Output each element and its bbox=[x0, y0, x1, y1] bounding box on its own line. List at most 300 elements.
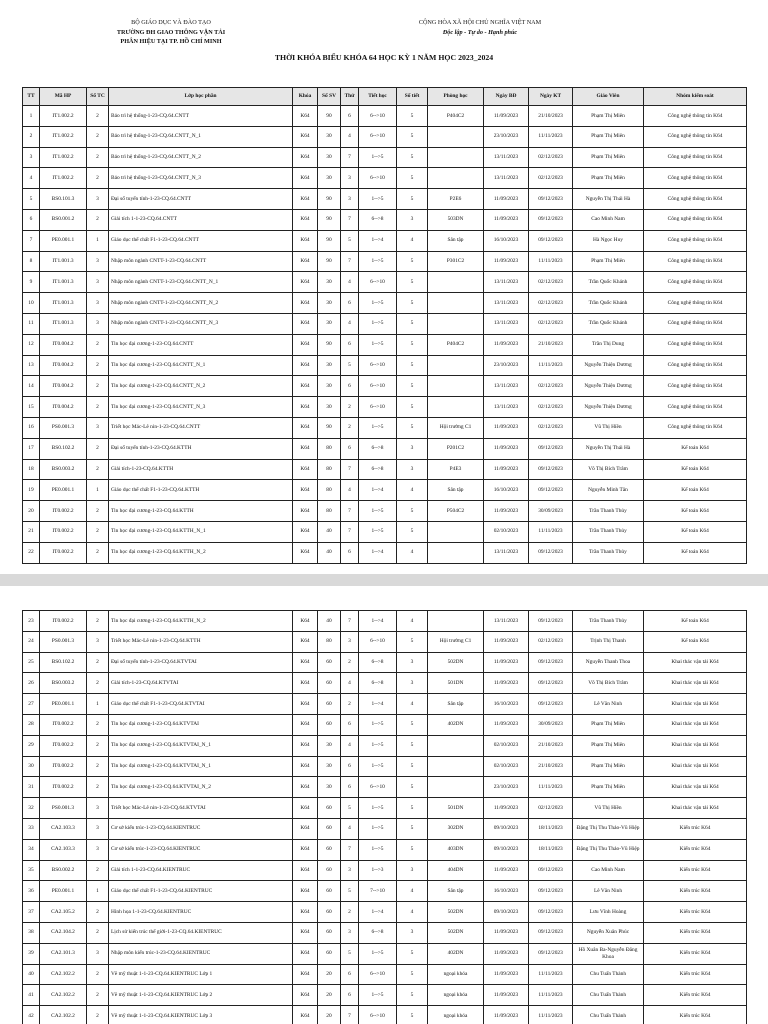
cell-class-section: Đại số tuyến tính-1-23-CQ.64.CNTT bbox=[109, 189, 293, 210]
cell-start-date: 11/09/2023 bbox=[484, 189, 529, 210]
cell-course-code: PE0.001.1 bbox=[40, 694, 87, 715]
cell-credits: 2 bbox=[87, 542, 109, 563]
cell-periods: 1-->5 bbox=[359, 293, 397, 314]
cell-end-date: 30/09/2023 bbox=[529, 501, 573, 522]
ministry-name: BỘ GIÁO DỤC VÀ ĐÀO TẠO bbox=[131, 19, 211, 26]
cell-period-count: 5 bbox=[397, 397, 428, 418]
table-row bbox=[23, 106, 747, 127]
cell-room: P2E6 bbox=[428, 189, 484, 210]
cell-cohort: K64 bbox=[293, 168, 318, 189]
cell-class-section: Tin học đại cương-1-23-CQ.64.KTTH_N_2 bbox=[109, 611, 293, 632]
cell-tt: 13 bbox=[23, 355, 40, 376]
cell-control-group: Công nghệ thông tin K64 bbox=[644, 334, 747, 355]
cell-student-count: 20 bbox=[318, 1006, 341, 1024]
cell-start-date: 11/09/2023 bbox=[484, 652, 529, 673]
cell-tt: 14 bbox=[23, 376, 40, 397]
cell-weekday: 2 bbox=[341, 397, 359, 418]
cell-weekday: 7 bbox=[341, 251, 359, 272]
cell-weekday: 6 bbox=[341, 777, 359, 798]
cell-course-code: IT1.002.2 bbox=[40, 147, 87, 168]
cell-weekday: 3 bbox=[341, 922, 359, 943]
cell-end-date: 11/11/2023 bbox=[529, 777, 573, 798]
campus-name: PHÂN HIỆU TẠI TP. HỒ CHÍ MINH bbox=[120, 38, 222, 45]
cell-weekday: 6 bbox=[341, 376, 359, 397]
cell-period-count: 5 bbox=[397, 293, 428, 314]
cell-control-group: Kiến trúc K64 bbox=[644, 943, 747, 964]
cell-course-code: BS0.102.2 bbox=[40, 438, 87, 459]
cell-cohort: K64 bbox=[293, 334, 318, 355]
cell-start-date: 11/09/2023 bbox=[484, 1006, 529, 1024]
cell-control-group: Công nghệ thông tin K64 bbox=[644, 397, 747, 418]
cell-start-date: 11/09/2023 bbox=[484, 106, 529, 127]
cell-start-date: 23/10/2023 bbox=[484, 355, 529, 376]
cell-end-date: 09/12/2023 bbox=[529, 542, 573, 563]
cell-course-code: IT1.002.2 bbox=[40, 126, 87, 147]
cell-tt: 32 bbox=[23, 798, 40, 819]
cell-student-count: 30 bbox=[318, 126, 341, 147]
cell-period-count: 5 bbox=[397, 1006, 428, 1024]
cell-student-count: 60 bbox=[318, 673, 341, 694]
cell-student-count: 90 bbox=[318, 334, 341, 355]
cell-room: ngoại khóa bbox=[428, 1006, 484, 1024]
cell-weekday: 7 bbox=[341, 1006, 359, 1024]
cell-period-count: 5 bbox=[397, 985, 428, 1006]
cell-end-date: 02/12/2023 bbox=[529, 417, 573, 438]
cell-tt: 18 bbox=[23, 459, 40, 480]
cell-periods: 1-->5 bbox=[359, 798, 397, 819]
cell-control-group: Công nghệ thông tin K64 bbox=[644, 230, 747, 251]
cell-periods: 1-->5 bbox=[359, 334, 397, 355]
cell-cohort: K64 bbox=[293, 777, 318, 798]
cell-cohort: K64 bbox=[293, 985, 318, 1006]
cell-end-date: 02/12/2023 bbox=[529, 397, 573, 418]
cell-period-count: 4 bbox=[397, 230, 428, 251]
cell-room: 501DN bbox=[428, 673, 484, 694]
cell-period-count: 4 bbox=[397, 694, 428, 715]
cell-period-count: 5 bbox=[397, 818, 428, 839]
cell-lecturer: Trần Quốc Khánh bbox=[573, 272, 644, 293]
cell-end-date: 09/12/2023 bbox=[529, 860, 573, 881]
cell-period-count: 5 bbox=[397, 714, 428, 735]
cell-tt: 15 bbox=[23, 397, 40, 418]
cell-course-code: CA2.101.3 bbox=[40, 943, 87, 964]
cell-credits: 2 bbox=[87, 168, 109, 189]
national-motto: CỘNG HÒA XÃ HỘI CHỦ NGHĨA VIỆT NAM bbox=[418, 19, 542, 26]
cell-room bbox=[428, 777, 484, 798]
cell-weekday: 6 bbox=[341, 542, 359, 563]
cell-credits: 2 bbox=[87, 459, 109, 480]
cell-course-code: IT0.002.2 bbox=[40, 501, 87, 522]
cell-credits: 1 bbox=[87, 881, 109, 902]
cell-tt: 40 bbox=[23, 964, 40, 985]
cell-student-count: 80 bbox=[318, 459, 341, 480]
cell-periods: 6-->10 bbox=[359, 777, 397, 798]
cell-tt: 8 bbox=[23, 251, 40, 272]
cell-lecturer: Nguyễn Thiện Dương bbox=[573, 355, 644, 376]
cell-course-code: BS0.001.2 bbox=[40, 209, 87, 230]
cell-periods: 6-->8 bbox=[359, 459, 397, 480]
cell-lecturer: Phạm Thị Miên bbox=[573, 777, 644, 798]
cell-lecturer: Hà Ngọc Huy bbox=[573, 230, 644, 251]
cell-start-date: 11/09/2023 bbox=[484, 417, 529, 438]
cell-periods: 6-->10 bbox=[359, 168, 397, 189]
cell-room bbox=[428, 611, 484, 632]
cell-course-code: IT1.001.3 bbox=[40, 293, 87, 314]
cell-class-section: Triết học Mác-Lê nin-1-23-CQ.64.KTTH bbox=[109, 631, 293, 652]
cell-class-section: Giáo dục thể chất F1-1-23-CQ.64.CNTT bbox=[109, 230, 293, 251]
cell-end-date: 09/12/2023 bbox=[529, 611, 573, 632]
cell-period-count: 5 bbox=[397, 189, 428, 210]
cell-course-code: CA2.102.2 bbox=[40, 1006, 87, 1024]
cell-control-group: Công nghệ thông tin K64 bbox=[644, 147, 747, 168]
cell-credits: 3 bbox=[87, 839, 109, 860]
cell-end-date: 02/12/2023 bbox=[529, 798, 573, 819]
cell-periods: 6-->10 bbox=[359, 126, 397, 147]
table-row bbox=[23, 881, 747, 902]
cell-course-code: IT0.004.2 bbox=[40, 376, 87, 397]
cell-class-section: Nhập môn ngành CNTT-1-23-CQ.64.CNTT_N_3 bbox=[109, 313, 293, 334]
cell-cohort: K64 bbox=[293, 376, 318, 397]
cell-cohort: K64 bbox=[293, 1006, 318, 1024]
table-row bbox=[23, 251, 747, 272]
cell-end-date: 02/12/2023 bbox=[529, 293, 573, 314]
timetable-body-1 bbox=[23, 106, 747, 564]
cell-room: 302DN bbox=[428, 818, 484, 839]
cell-cohort: K64 bbox=[293, 611, 318, 632]
cell-periods: 1-->5 bbox=[359, 756, 397, 777]
cell-class-section: Triết học Mác-Lê nin-1-23-CQ.64.CNTT bbox=[109, 417, 293, 438]
table-row bbox=[23, 272, 747, 293]
cell-class-section: Tin học đại cương-1-23-CQ.64.KTVTAI_N_2 bbox=[109, 777, 293, 798]
cell-end-date: 11/11/2023 bbox=[529, 1006, 573, 1024]
cell-period-count: 5 bbox=[397, 313, 428, 334]
cell-room: 402DN bbox=[428, 714, 484, 735]
cell-lecturer: Trần Thị Dung bbox=[573, 334, 644, 355]
col-header: TT bbox=[23, 88, 40, 106]
table-row bbox=[23, 542, 747, 563]
document-page-2 bbox=[0, 586, 768, 1024]
cell-tt: 5 bbox=[23, 189, 40, 210]
cell-period-count: 5 bbox=[397, 756, 428, 777]
cell-periods: 1-->5 bbox=[359, 521, 397, 542]
cell-credits: 3 bbox=[87, 251, 109, 272]
table-row bbox=[23, 501, 747, 522]
cell-period-count: 5 bbox=[397, 334, 428, 355]
cell-credits: 2 bbox=[87, 860, 109, 881]
cell-control-group: Công nghệ thông tin K64 bbox=[644, 313, 747, 334]
cell-periods: 1-->4 bbox=[359, 230, 397, 251]
table-row bbox=[23, 355, 747, 376]
cell-end-date: 09/12/2023 bbox=[529, 230, 573, 251]
cell-room: 402DN bbox=[428, 943, 484, 964]
cell-start-date: 23/10/2023 bbox=[484, 126, 529, 147]
cell-course-code: CA2.104.2 bbox=[40, 922, 87, 943]
cell-start-date: 13/11/2023 bbox=[484, 313, 529, 334]
cell-class-section: Đại số tuyến tính-1-23-CQ.64.KTVTAI bbox=[109, 652, 293, 673]
cell-room: P404C2 bbox=[428, 106, 484, 127]
cell-room: 404DN bbox=[428, 860, 484, 881]
cell-course-code: IT0.002.2 bbox=[40, 521, 87, 542]
cell-control-group: Khai thác vận tải K64 bbox=[644, 694, 747, 715]
cell-class-section: Tin học đại cương-1-23-CQ.64.CNTT_N_2 bbox=[109, 376, 293, 397]
cell-student-count: 60 bbox=[318, 902, 341, 923]
table-row bbox=[23, 943, 747, 964]
cell-weekday: 5 bbox=[341, 881, 359, 902]
cell-tt: 35 bbox=[23, 860, 40, 881]
cell-cohort: K64 bbox=[293, 839, 318, 860]
cell-period-count: 5 bbox=[397, 501, 428, 522]
cell-credits: 2 bbox=[87, 777, 109, 798]
cell-period-count: 5 bbox=[397, 126, 428, 147]
cell-credits: 2 bbox=[87, 376, 109, 397]
cell-weekday: 7 bbox=[341, 611, 359, 632]
cell-tt: 12 bbox=[23, 334, 40, 355]
cell-start-date: 16/10/2023 bbox=[484, 881, 529, 902]
cell-room bbox=[428, 272, 484, 293]
cell-cohort: K64 bbox=[293, 251, 318, 272]
cell-start-date: 13/11/2023 bbox=[484, 376, 529, 397]
col-header: Ngày BĐ bbox=[484, 88, 529, 106]
cell-periods: 7-->10 bbox=[359, 881, 397, 902]
cell-start-date: 02/10/2023 bbox=[484, 756, 529, 777]
cell-room: P504C2 bbox=[428, 501, 484, 522]
cell-credits: 3 bbox=[87, 189, 109, 210]
cell-student-count: 30 bbox=[318, 355, 341, 376]
cell-start-date: 11/09/2023 bbox=[484, 714, 529, 735]
cell-periods: 1-->5 bbox=[359, 147, 397, 168]
cell-weekday: 5 bbox=[341, 798, 359, 819]
col-header: Phòng học bbox=[428, 88, 484, 106]
col-header: Số TC bbox=[87, 88, 109, 106]
cell-tt: 37 bbox=[23, 902, 40, 923]
cell-room bbox=[428, 735, 484, 756]
cell-student-count: 90 bbox=[318, 417, 341, 438]
cell-periods: 1-->5 bbox=[359, 943, 397, 964]
cell-lecturer: Phạm Thị Miên bbox=[573, 756, 644, 777]
table-row bbox=[23, 459, 747, 480]
cell-cohort: K64 bbox=[293, 209, 318, 230]
cell-control-group: Kiến trúc K64 bbox=[644, 902, 747, 923]
cell-class-section: Vẽ mỹ thuật 1-1-23-CQ.64.KIENTRUC Lớp 2 bbox=[109, 985, 293, 1006]
cell-end-date: 09/12/2023 bbox=[529, 881, 573, 902]
cell-period-count: 5 bbox=[397, 355, 428, 376]
cell-cohort: K64 bbox=[293, 943, 318, 964]
cell-tt: 27 bbox=[23, 694, 40, 715]
cell-class-section: Giải tích 1-1-23-CQ.64.CNTT bbox=[109, 209, 293, 230]
cell-weekday: 6 bbox=[341, 714, 359, 735]
cell-cohort: K64 bbox=[293, 922, 318, 943]
cell-cohort: K64 bbox=[293, 355, 318, 376]
cell-end-date: 09/12/2023 bbox=[529, 459, 573, 480]
cell-credits: 3 bbox=[87, 272, 109, 293]
cell-start-date: 11/09/2023 bbox=[484, 985, 529, 1006]
cell-student-count: 60 bbox=[318, 839, 341, 860]
cell-cohort: K64 bbox=[293, 714, 318, 735]
cell-class-section: Bảo trì hệ thống-1-23-CQ.64.CNTT_N_1 bbox=[109, 126, 293, 147]
cell-lecturer: Phạm Thị Miên bbox=[573, 126, 644, 147]
cell-weekday: 3 bbox=[341, 189, 359, 210]
cell-lecturer: Trần Quốc Khánh bbox=[573, 293, 644, 314]
cell-control-group: Kiến trúc K64 bbox=[644, 818, 747, 839]
col-header: Nhóm kiểm soát bbox=[644, 88, 747, 106]
cell-course-code: PE0.001.1 bbox=[40, 230, 87, 251]
cell-control-group: Khai thác vận tải K64 bbox=[644, 756, 747, 777]
cell-class-section: Nhập môn kiến trúc-1-23-CQ.64.KIENTRUC bbox=[109, 943, 293, 964]
cell-start-date: 11/09/2023 bbox=[484, 860, 529, 881]
cell-end-date: 18/11/2023 bbox=[529, 839, 573, 860]
cell-periods: 6-->10 bbox=[359, 376, 397, 397]
cell-control-group: Công nghệ thông tin K64 bbox=[644, 293, 747, 314]
cell-end-date: 11/11/2023 bbox=[529, 964, 573, 985]
cell-cohort: K64 bbox=[293, 480, 318, 501]
table-row bbox=[23, 839, 747, 860]
cell-student-count: 60 bbox=[318, 818, 341, 839]
cell-period-count: 5 bbox=[397, 521, 428, 542]
cell-credits: 1 bbox=[87, 230, 109, 251]
cell-periods: 1-->5 bbox=[359, 417, 397, 438]
cell-cohort: K64 bbox=[293, 397, 318, 418]
cell-periods: 1-->5 bbox=[359, 839, 397, 860]
cell-period-count: 5 bbox=[397, 168, 428, 189]
cell-weekday: 6 bbox=[341, 438, 359, 459]
cell-student-count: 80 bbox=[318, 631, 341, 652]
table-row bbox=[23, 860, 747, 881]
table-row bbox=[23, 480, 747, 501]
cell-student-count: 90 bbox=[318, 106, 341, 127]
cell-control-group: Kiến trúc K64 bbox=[644, 1006, 747, 1024]
cell-control-group: Kiến trúc K64 bbox=[644, 860, 747, 881]
cell-course-code: IT0.004.2 bbox=[40, 355, 87, 376]
cell-student-count: 30 bbox=[318, 293, 341, 314]
cell-room: 501DN bbox=[428, 798, 484, 819]
cell-credits: 2 bbox=[87, 756, 109, 777]
cell-weekday: 6 bbox=[341, 334, 359, 355]
cell-student-count: 60 bbox=[318, 694, 341, 715]
document-title: THỜI KHÓA BIỂU KHÓA 64 HỌC KỲ 1 NĂM HỌC 2023_2024 bbox=[274, 53, 494, 62]
cell-periods: 1-->5 bbox=[359, 818, 397, 839]
col-header: Số tiết bbox=[397, 88, 428, 106]
cell-tt: 30 bbox=[23, 756, 40, 777]
cell-cohort: K64 bbox=[293, 652, 318, 673]
cell-lecturer: Nguyễn Thanh Thoa bbox=[573, 652, 644, 673]
cell-lecturer: Cao Minh Nam bbox=[573, 209, 644, 230]
cell-class-section: Tin học đại cương-1-23-CQ.64.KTTH bbox=[109, 501, 293, 522]
university-name: TRƯỜNG ĐH GIAO THÔNG VẬN TẢI bbox=[116, 28, 226, 36]
cell-student-count: 60 bbox=[318, 652, 341, 673]
cell-class-section: Bảo trì hệ thống-1-23-CQ.64.CNTT_N_3 bbox=[109, 168, 293, 189]
cell-weekday: 6 bbox=[341, 293, 359, 314]
cell-periods: 6-->10 bbox=[359, 964, 397, 985]
cell-start-date: 11/09/2023 bbox=[484, 209, 529, 230]
cell-course-code: IT0.002.2 bbox=[40, 777, 87, 798]
cell-period-count: 3 bbox=[397, 673, 428, 694]
cell-lecturer: Trịnh Thị Thanh bbox=[573, 631, 644, 652]
cell-course-code: IT1.002.2 bbox=[40, 168, 87, 189]
cell-weekday: 5 bbox=[341, 230, 359, 251]
cell-cohort: K64 bbox=[293, 902, 318, 923]
cell-periods: 1-->4 bbox=[359, 694, 397, 715]
table-row bbox=[23, 798, 747, 819]
table-row bbox=[23, 168, 747, 189]
cell-lecturer: Lưu Vĩnh Hoàng bbox=[573, 902, 644, 923]
cell-tt: 34 bbox=[23, 839, 40, 860]
cell-lecturer: Nguyễn Thị Thái Hà bbox=[573, 189, 644, 210]
cell-room bbox=[428, 168, 484, 189]
cell-periods: 1-->4 bbox=[359, 542, 397, 563]
cell-course-code: BS0.003.2 bbox=[40, 459, 87, 480]
cell-control-group: Kế toán K64 bbox=[644, 542, 747, 563]
cell-course-code: PE0.001.1 bbox=[40, 480, 87, 501]
cell-period-count: 5 bbox=[397, 735, 428, 756]
cell-student-count: 20 bbox=[318, 985, 341, 1006]
cell-period-count: 3 bbox=[397, 860, 428, 881]
cell-start-date: 02/10/2023 bbox=[484, 735, 529, 756]
cell-end-date: 30/09/2023 bbox=[529, 714, 573, 735]
cell-tt: 2 bbox=[23, 126, 40, 147]
cell-end-date: 09/12/2023 bbox=[529, 902, 573, 923]
cell-control-group: Công nghệ thông tin K64 bbox=[644, 168, 747, 189]
cell-end-date: 02/12/2023 bbox=[529, 631, 573, 652]
cell-student-count: 60 bbox=[318, 860, 341, 881]
cell-lecturer: Trần Quốc Khánh bbox=[573, 313, 644, 334]
cell-credits: 2 bbox=[87, 501, 109, 522]
cell-control-group: Công nghệ thông tin K64 bbox=[644, 209, 747, 230]
cell-start-date: 02/10/2023 bbox=[484, 521, 529, 542]
cell-credits: 3 bbox=[87, 818, 109, 839]
cell-weekday: 6 bbox=[341, 985, 359, 1006]
cell-control-group: Kế toán K64 bbox=[644, 438, 747, 459]
cell-control-group: Công nghệ thông tin K64 bbox=[644, 251, 747, 272]
cell-periods: 1-->3 bbox=[359, 860, 397, 881]
cell-control-group: Công nghệ thông tin K64 bbox=[644, 272, 747, 293]
cell-tt: 26 bbox=[23, 673, 40, 694]
cell-start-date: 13/11/2023 bbox=[484, 147, 529, 168]
cell-control-group: Khai thác vận tải K64 bbox=[644, 735, 747, 756]
cell-start-date: 11/09/2023 bbox=[484, 631, 529, 652]
col-header: Lớp học phần bbox=[109, 88, 293, 106]
cell-student-count: 90 bbox=[318, 230, 341, 251]
cell-student-count: 60 bbox=[318, 881, 341, 902]
cell-lecturer: Chu Tuấn Thành bbox=[573, 964, 644, 985]
cell-student-count: 30 bbox=[318, 735, 341, 756]
cell-course-code: CA2.102.2 bbox=[40, 964, 87, 985]
cell-tt: 9 bbox=[23, 272, 40, 293]
cell-periods: 1-->4 bbox=[359, 480, 397, 501]
cell-class-section: Nhập môn ngành CNTT-1-23-CQ.64.CNTT_N_2 bbox=[109, 293, 293, 314]
cell-class-section: Giáo dục thể chất F1-1-23-CQ.64.KIENTRUC bbox=[109, 881, 293, 902]
cell-end-date: 09/12/2023 bbox=[529, 673, 573, 694]
cell-credits: 2 bbox=[87, 355, 109, 376]
table-row bbox=[23, 756, 747, 777]
table-row bbox=[23, 230, 747, 251]
cell-room: ngoại khóa bbox=[428, 985, 484, 1006]
cell-cohort: K64 bbox=[293, 313, 318, 334]
cell-credits: 2 bbox=[87, 922, 109, 943]
cell-period-count: 5 bbox=[397, 147, 428, 168]
col-header: Mã HP bbox=[40, 88, 87, 106]
cell-cohort: K64 bbox=[293, 230, 318, 251]
cell-cohort: K64 bbox=[293, 189, 318, 210]
cell-student-count: 80 bbox=[318, 438, 341, 459]
cell-end-date: 09/12/2023 bbox=[529, 438, 573, 459]
cell-start-date: 11/09/2023 bbox=[484, 459, 529, 480]
cell-credits: 2 bbox=[87, 106, 109, 127]
cell-weekday: 3 bbox=[341, 168, 359, 189]
cell-control-group: Công nghệ thông tin K64 bbox=[644, 355, 747, 376]
cell-start-date: 16/10/2023 bbox=[484, 480, 529, 501]
cell-room: 502DN bbox=[428, 922, 484, 943]
cell-room: Sân tập bbox=[428, 694, 484, 715]
